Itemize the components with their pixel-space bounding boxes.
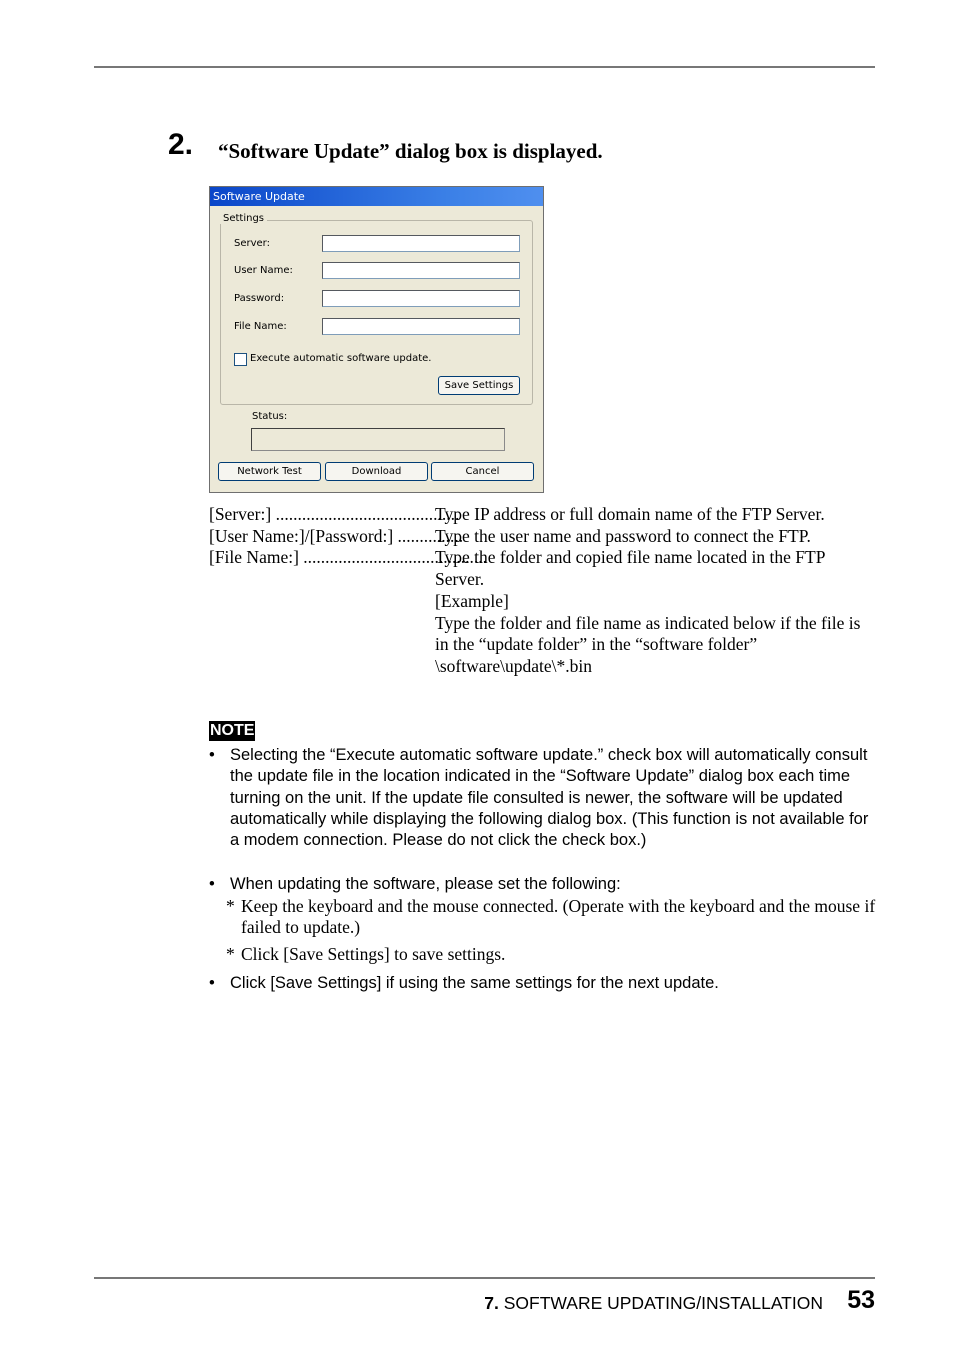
definition-desc: [Example] xyxy=(435,590,509,611)
server-input[interactable] xyxy=(322,235,520,252)
asterisk-icon: * xyxy=(226,944,235,964)
footer-chapter-number: 7. xyxy=(484,1293,499,1313)
definition-example-text xyxy=(209,613,875,656)
server-label: Server: xyxy=(234,238,270,249)
bottom-rule xyxy=(94,1277,875,1279)
user-name-label: User Name: xyxy=(234,265,293,276)
footer-chapter xyxy=(484,1293,823,1314)
step-number: 2. xyxy=(168,128,194,161)
definition-desc: \software\update\*.bin xyxy=(435,655,592,676)
definition-server xyxy=(209,504,875,526)
page-number: 53 xyxy=(847,1286,875,1314)
definition-term: [User Name:]/[Password:] ............... xyxy=(209,525,464,546)
dialog-title: Software Update xyxy=(210,187,543,206)
status-display xyxy=(251,428,505,451)
definition-desc: Type the user name and password to connect the FTP. xyxy=(435,525,811,546)
note-sub-text: Keep the keyboard and the mouse connected. (Operate with the keyboard and the mouse if failed to update.) xyxy=(241,896,876,937)
user-name-input[interactable] xyxy=(322,262,520,279)
definition-file-name xyxy=(209,547,875,590)
note-bullet-text: Click [Save Settings] if using the same settings for the next update. xyxy=(230,974,719,992)
password-input[interactable] xyxy=(322,290,520,307)
bullet-icon: • xyxy=(209,974,215,992)
footer-chapter-title: SOFTWARE UPDATING/INSTALLATION xyxy=(503,1293,823,1313)
status-label: Status: xyxy=(252,411,288,422)
save-settings-button[interactable]: Save Settings xyxy=(438,376,520,395)
software-update-dialog xyxy=(209,186,544,493)
definition-desc: Type the folder and file name as indicated below if the file is in the “update folder” in the “software folder” xyxy=(435,612,861,655)
definition-example-label xyxy=(209,591,875,613)
note-bullet-text: When updating the software, please set the following: xyxy=(230,875,621,893)
field-definitions xyxy=(209,504,875,678)
definition-example-path xyxy=(209,656,875,678)
step-heading: “Software Update” dialog box is displayed. xyxy=(218,139,603,163)
definition-desc: Type the folder and copied file name located in the FTP Server. xyxy=(435,547,825,590)
auto-update-checkbox-label[interactable]: Execute automatic software update. xyxy=(250,353,432,364)
definition-user-password xyxy=(209,526,875,548)
asterisk-icon: * xyxy=(226,896,235,916)
bullet-icon: • xyxy=(209,875,215,893)
bullet-icon: • xyxy=(209,746,215,764)
definition-term: [Server:] .......................................... xyxy=(209,504,460,524)
download-button[interactable]: Download xyxy=(325,462,428,481)
settings-group-label: Settings xyxy=(220,213,267,224)
definition-term: [File Name:] .......................................... xyxy=(209,547,488,568)
note-badge: NOTE xyxy=(210,722,255,739)
note-bullet-text: Selecting the “Execute automatic software update.” check box will automatically consult the update file in the location indicated in the “Software Update” dialog box each time turning on the unit. If the update file consulted is newer, the software will be updated automatically while displaying the following dialog box. (This function is not available for a modem connection. Please do not click the check box.) xyxy=(230,746,869,850)
cancel-button[interactable]: Cancel xyxy=(431,462,534,481)
definition-desc: Type IP address or full domain name of the FTP Server. xyxy=(435,504,825,524)
password-label: Password: xyxy=(234,293,285,304)
file-name-input[interactable] xyxy=(322,318,520,335)
network-test-button[interactable]: Network Test xyxy=(218,462,321,481)
auto-update-checkbox[interactable] xyxy=(234,353,247,366)
note-sub-text: Click [Save Settings] to save settings. xyxy=(241,944,506,964)
top-rule xyxy=(94,66,875,68)
file-name-label: File Name: xyxy=(234,321,287,332)
